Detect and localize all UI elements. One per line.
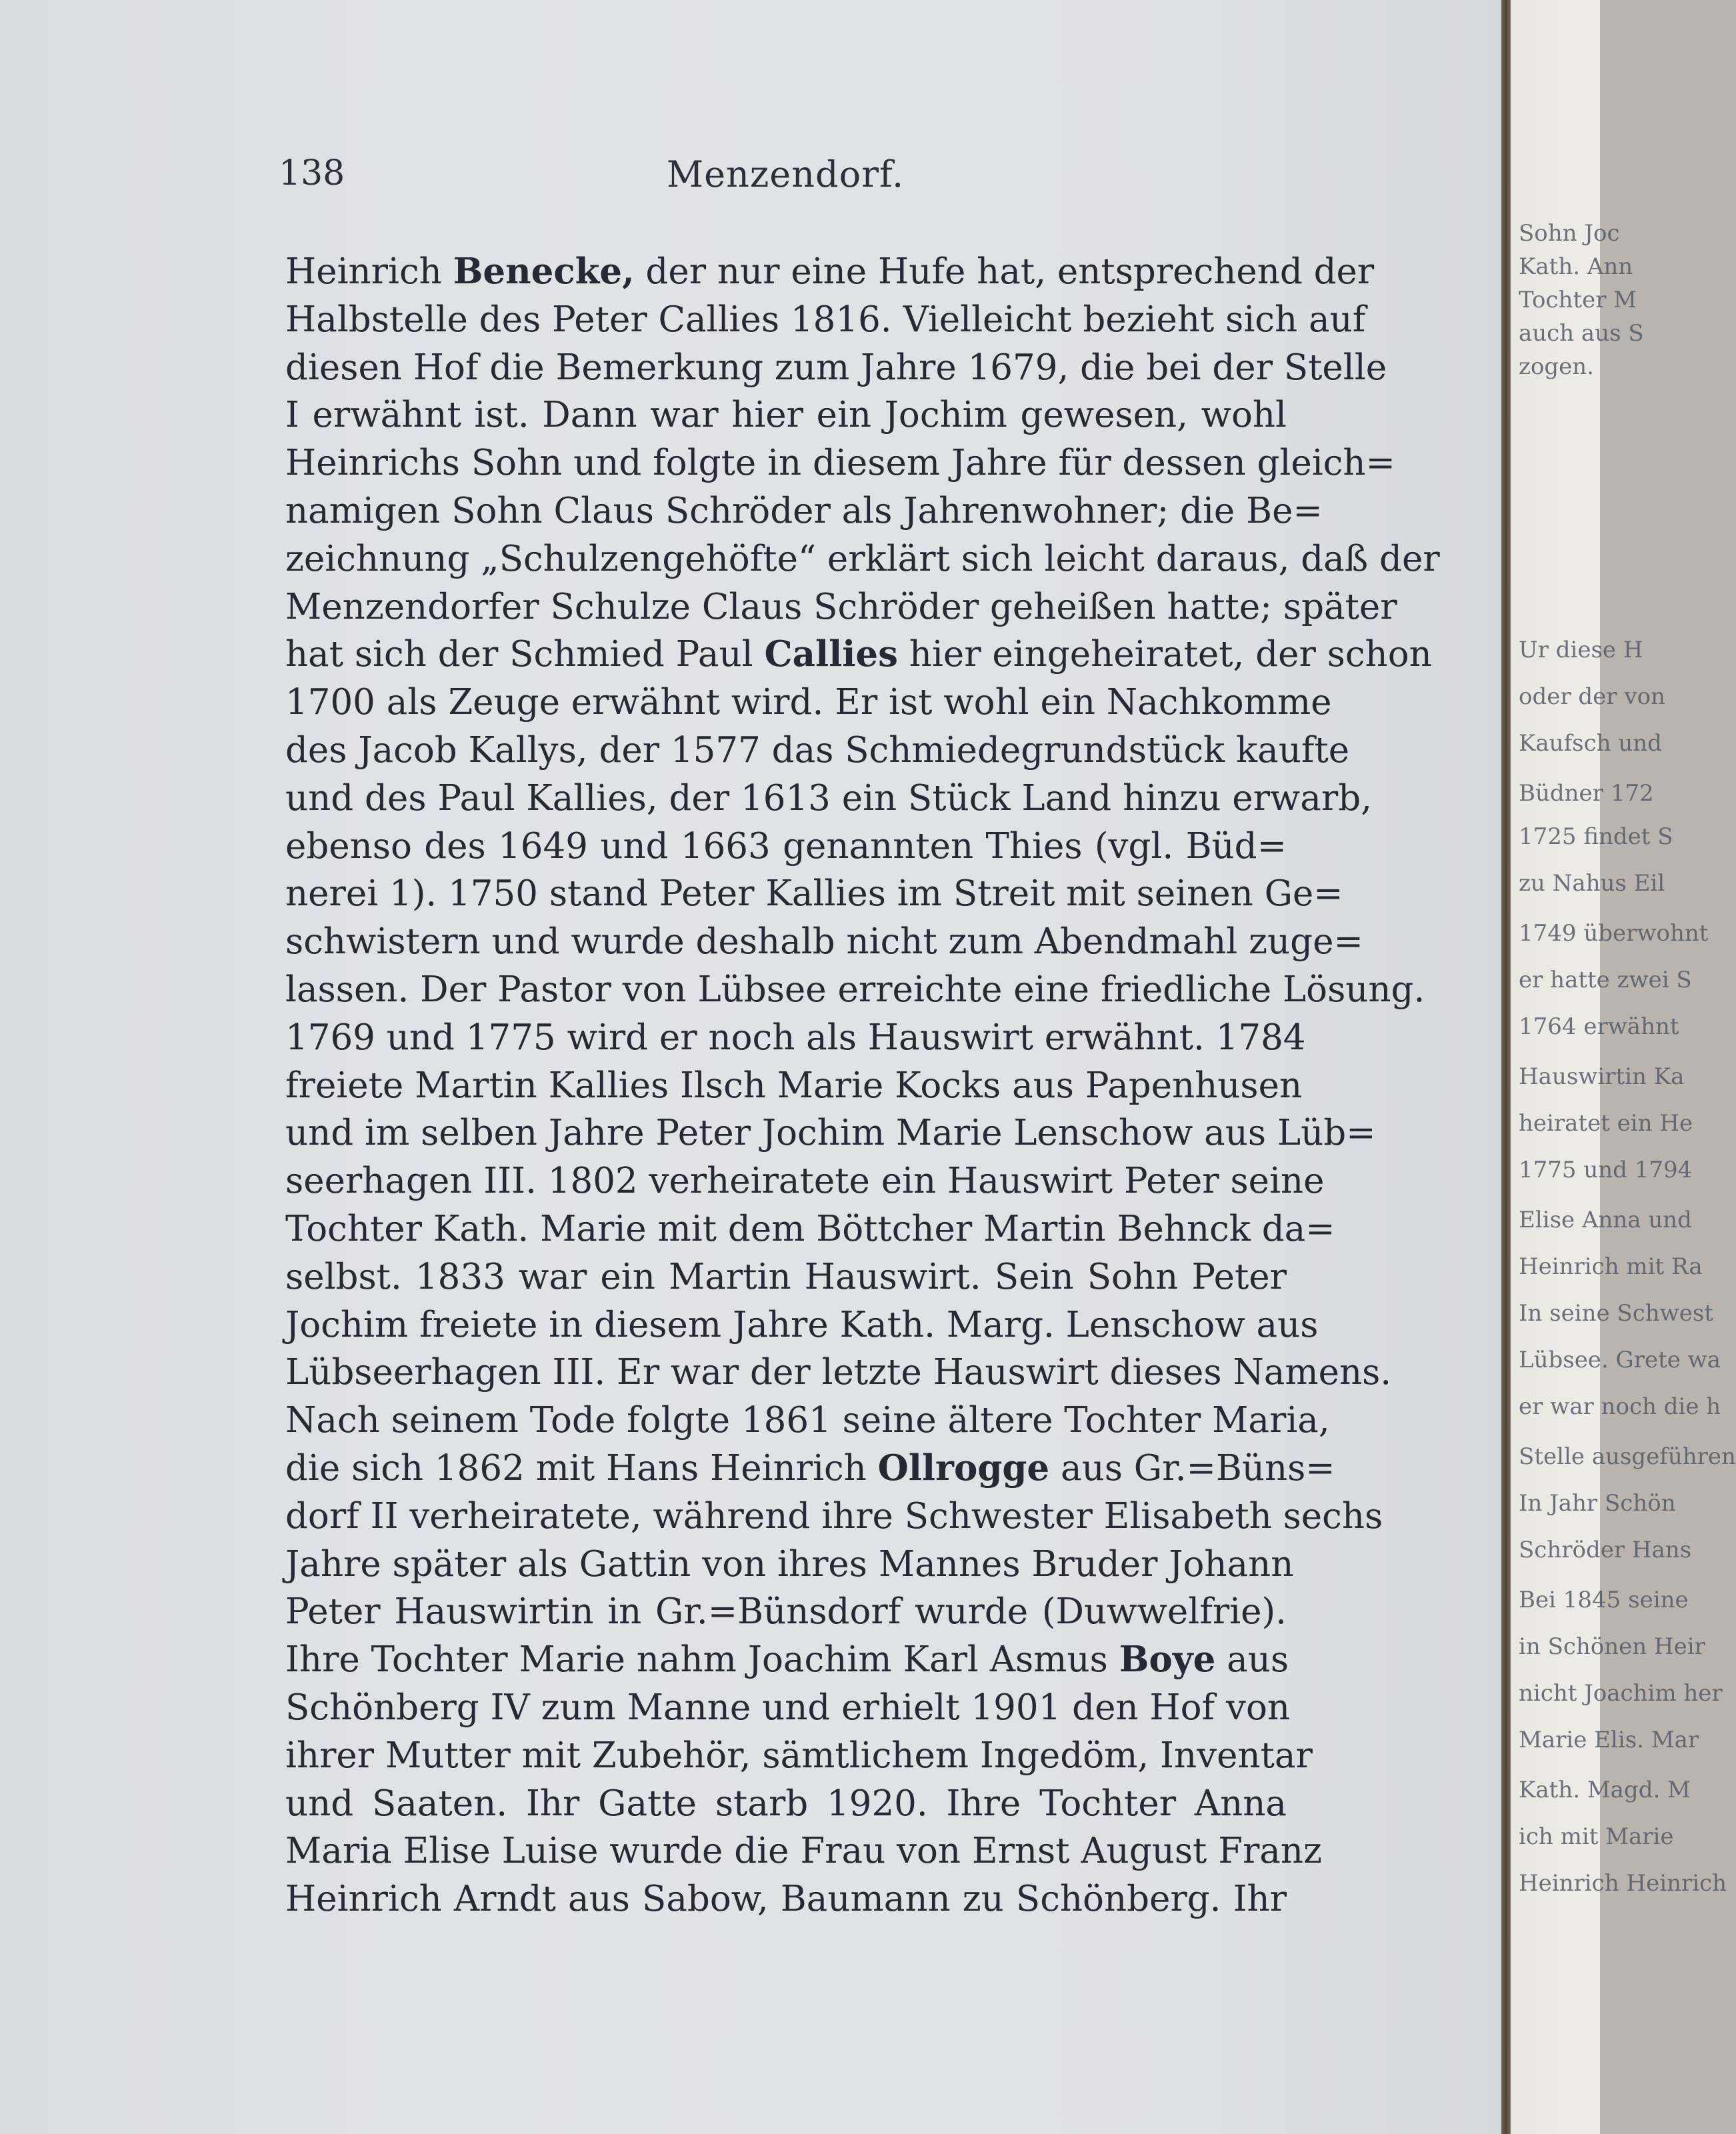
page-header bbox=[279, 153, 1292, 207]
adjacent-page-fragment: oder der von bbox=[1519, 683, 1665, 710]
adjacent-page-fragment: Büdner 172 bbox=[1519, 780, 1654, 807]
adjacent-page-fragment: zu Nahus Eil bbox=[1519, 870, 1665, 897]
text-line: schwistern und wurde deshalb nicht zum Abendmahl zuge= bbox=[285, 921, 1363, 963]
text-line: lassen. Der Pastor von Lübsee erreichte eine friedliche Lösung. bbox=[285, 969, 1425, 1010]
adjacent-page-fragment: ich mit Marie bbox=[1519, 1823, 1674, 1850]
text-line: Schönberg IV zum Manne und erhielt 1901 den Hof von bbox=[285, 1687, 1291, 1728]
adjacent-page-fragment: er hatte zwei S bbox=[1519, 967, 1692, 993]
text-line: Nach seinem Tode folgte 1861 seine ältere Tochter Maria, bbox=[285, 1400, 1330, 1441]
bold-name: Boye bbox=[1119, 1639, 1216, 1681]
adjacent-page-fragment: Elise Anna und bbox=[1519, 1207, 1692, 1233]
adjacent-page-fragment: er war noch die h bbox=[1519, 1393, 1721, 1420]
adjacent-page-fragment: zogen. bbox=[1519, 353, 1594, 380]
adjacent-page-fragment: 1725 findet S bbox=[1519, 823, 1673, 850]
text-line: zeichnung „Schulzengehöfte“ erklärt sich leicht daraus, daß der bbox=[285, 538, 1440, 579]
adjacent-page-fragment: In seine Schwest bbox=[1519, 1300, 1713, 1327]
text-line: freiete Martin Kallies Ilsch Marie Kocks aus Papenhusen bbox=[285, 1065, 1303, 1106]
adjacent-page-fragment: in Schönen Heir bbox=[1519, 1633, 1705, 1660]
adjacent-page-fragment: Kaufsch und bbox=[1519, 730, 1662, 757]
text-line: Maria Elise Luise wurde die Frau von Ernst August Franz bbox=[285, 1831, 1322, 1872]
text-line: Heinrich Benecke, der nur eine Hufe hat, entsprechend der bbox=[285, 251, 1375, 292]
text-line: Ihre Tochter Marie nahm Joachim Karl Asmus Boye aus bbox=[285, 1639, 1289, 1681]
text-line: diesen Hof die Bemerkung zum Jahre 1679, die bei der Stelle bbox=[285, 347, 1387, 388]
text-line: Lübseerhagen III. Er war der letzte Hauswirt dieses Namens. bbox=[285, 1352, 1392, 1393]
text-line: Menzendorfer Schulze Claus Schröder geheißen hatte; später bbox=[285, 586, 1397, 627]
text-line: und im selben Jahre Peter Jochim Marie Lenschow aus Lüb= bbox=[285, 1113, 1376, 1154]
adjacent-page-fragment: Heinrich Heinrich bbox=[1519, 1870, 1727, 1897]
adjacent-page-fragment: Schröder Hans bbox=[1519, 1537, 1692, 1563]
text-line: seerhagen III. 1802 verheiratete ein Hauswirt Peter seine bbox=[285, 1161, 1325, 1202]
adjacent-page-fragment: Heinrich mit Ra bbox=[1519, 1253, 1703, 1280]
running-title: Menzendorf. bbox=[666, 153, 905, 195]
text-line: dorf II verheiratete, während ihre Schwester Elisabeth sechs bbox=[285, 1495, 1383, 1537]
text-line: die sich 1862 mit Hans Heinrich Ollrogge aus Gr.=Büns= bbox=[285, 1447, 1335, 1489]
text-line: namigen Sohn Claus Schröder als Jahrenwohner; die Be= bbox=[285, 490, 1323, 531]
text-line: ihrer Mutter mit Zubehör, sämtlichem Ingedöm, Inventar bbox=[285, 1735, 1313, 1776]
adjacent-page-fragment: In Jahr Schön bbox=[1519, 1490, 1676, 1517]
text-line: und Saaten. Ihr Gatte starb 1920. Ihre Tochter Anna bbox=[285, 1783, 1287, 1824]
text-line: 1700 als Zeuge erwähnt wird. Er ist wohl ein Nachkomme bbox=[285, 682, 1332, 723]
page-number: 138 bbox=[279, 153, 345, 193]
body-text bbox=[285, 248, 1440, 1923]
adjacent-page-fragment: Ur diese H bbox=[1519, 637, 1643, 663]
text-line: Heinrich Arndt aus Sabow, Baumann zu Schönberg. Ihr bbox=[285, 1879, 1287, 1920]
bold-name: Benecke, bbox=[453, 251, 635, 292]
adjacent-page-fragment: Kath. Magd. M bbox=[1519, 1777, 1691, 1803]
adjacent-page-fragment: 1749 überwohnt bbox=[1519, 920, 1709, 947]
text-line: I erwähnt ist. Dann war hier ein Jochim gewesen, wohl bbox=[285, 395, 1287, 436]
adjacent-page-fragment: Tochter M bbox=[1519, 287, 1637, 313]
adjacent-page-fragment: Bei 1845 seine bbox=[1519, 1587, 1689, 1613]
text-line: Tochter Kath. Marie mit dem Böttcher Martin Behnck da= bbox=[285, 1208, 1335, 1249]
text-line: und des Paul Kallies, der 1613 ein Stück Land hinzu erwarb, bbox=[285, 777, 1372, 819]
adjacent-page-fragment: Kath. Ann bbox=[1519, 253, 1633, 280]
adjacent-page-fragment: Sohn Joc bbox=[1519, 220, 1620, 247]
text-line: Halbstelle des Peter Callies 1816. Vielleicht bezieht sich auf bbox=[285, 299, 1366, 340]
text-line: des Jacob Kallys, der 1577 das Schmiedegrundstück kaufte bbox=[285, 729, 1350, 771]
book-gutter bbox=[1501, 0, 1511, 2134]
adjacent-page-fragment: nicht Joachim her bbox=[1519, 1680, 1723, 1707]
adjacent-page-fragment: Marie Elis. Mar bbox=[1519, 1727, 1699, 1753]
bold-name: Ollrogge bbox=[877, 1447, 1050, 1489]
adjacent-page-fragment: auch aus S bbox=[1519, 320, 1644, 347]
text-line: Jochim freiete in diesem Jahre Kath. Marg. Lenschow aus bbox=[285, 1304, 1319, 1345]
adjacent-page-fragment: Stelle ausgeführen bbox=[1519, 1443, 1736, 1470]
text-line: Jahre später als Gattin von ihres Mannes Bruder Johann bbox=[285, 1543, 1294, 1585]
adjacent-page-fragment: heiratet ein He bbox=[1519, 1110, 1693, 1137]
text-line: selbst. 1833 war ein Martin Hauswirt. Sein Sohn Peter bbox=[285, 1256, 1287, 1297]
text-line: hat sich der Schmied Paul Callies hier eingeheiratet, der schon bbox=[285, 633, 1432, 675]
adjacent-page-fragment: 1764 erwähnt bbox=[1519, 1013, 1679, 1040]
adjacent-page-fragment: Hauswirtin Ka bbox=[1519, 1063, 1685, 1090]
text-line: nerei 1). 1750 stand Peter Kallies im Streit mit seinen Ge= bbox=[285, 873, 1343, 915]
adjacent-page-edge bbox=[1511, 0, 1736, 2134]
text-line: Peter Hauswirtin in Gr.=Bünsdorf wurde (Duwwelfrie). bbox=[285, 1591, 1287, 1633]
adjacent-page-fragment: Lübsee. Grete wa bbox=[1519, 1347, 1721, 1373]
text-line: ebenso des 1649 und 1663 genannten Thies (vgl. Büd= bbox=[285, 825, 1287, 867]
bold-name: Callies bbox=[764, 633, 898, 675]
text-line: 1769 und 1775 wird er noch als Hauswirt erwähnt. 1784 bbox=[285, 1017, 1306, 1058]
adjacent-page-fragment: 1775 und 1794 bbox=[1519, 1157, 1693, 1183]
text-line: Heinrichs Sohn und folgte in diesem Jahre für dessen gleich= bbox=[285, 443, 1395, 484]
